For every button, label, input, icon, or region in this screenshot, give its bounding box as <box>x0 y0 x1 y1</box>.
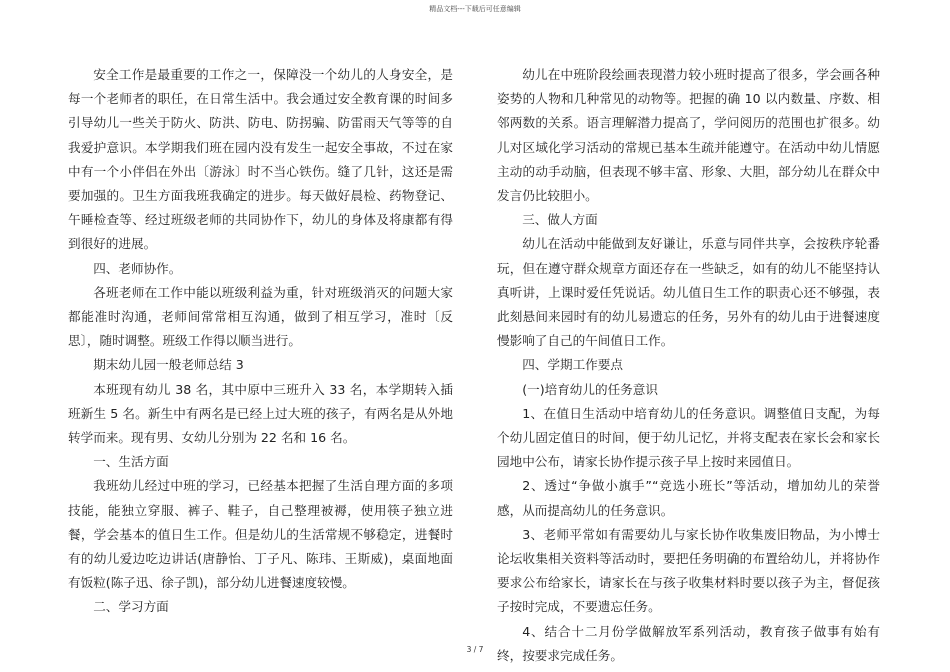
section-heading: 一、生活方面 <box>93 454 169 470</box>
page-number: 3 / 7 <box>466 645 484 654</box>
page-header: 精品文档---下载后可任意编辑 <box>429 5 521 13</box>
section-heading: 四、老师协作。 <box>93 260 182 276</box>
list-item: 3、老师平常如有需要幼儿与家长协作收集废旧物品，为小博士论坛收集相关资料等活动时，要把任务明确的布置给幼儿，并将协作要求公布给家长，请家长在与孩子收集材料时要以孩子为主，督促孩子按时完成，不要遗忘任务。 <box>497 526 880 615</box>
paragraph: 安全工作是最重要的工作之一，保障没一个幼儿的人身安全，是每一个老师者的职任，在日常生活中。我会通过安全教育课的时间多引导幼儿一些关于防火、防洪、防电、防拐骗、防雷雨天气等等的自我爱护意识。本学期我们班在园内没有发生一起安全事故，不过在家中有一个小伴侣在外出〔游泳〕时不当心铁伤。缝了几针，这还是需要加强的。卫生方面我班我确定的进步。每天做好晨检、药物登记、午睡检查等、经过班级老师的共同协作下，幼儿的身体及将康都有得到很好的进展。 <box>68 67 453 252</box>
list-item: 1、在值日生活动中培育幼儿的任务意识。调整值日支配，为每个幼儿固定值日的时间，便于幼儿记忆，并将支配表在家长会和家长园地中公布，请家长协作提示孩子早上按时来园值日。 <box>497 405 880 470</box>
left-column <box>68 63 453 620</box>
section-heading: 四、学期工作要点 <box>522 357 623 373</box>
right-column <box>497 63 880 668</box>
paragraph: 本班现有幼儿 38 名，其中原中三班升入 33 名，本学期转入插班新生 5 名。新生中有两名是已经上过大班的孩子，有两名是从外地转学而来。现有男、女幼儿分别为 22 名和 16 名。 <box>68 381 453 446</box>
list-item: 4、结合十二月份学做解放军系列活动，教育孩子做事有始有终，按要求完成任务。 <box>497 623 880 663</box>
section-title: 期末幼儿园一般老师总结 3 <box>93 357 244 373</box>
sub-heading: (一)培育幼儿的任务意识 <box>522 381 658 397</box>
paragraph: 各班老师在工作中能以班级利益为重，针对班级消灭的问题大家都能准时沟通，老师间常常相互沟通，做到了相互学习，准时〔反思〕，随时调整。班级工作得以顺当进行。 <box>68 284 453 349</box>
section-heading: 二、学习方面 <box>93 599 169 615</box>
paragraph: 幼儿在活动中能做到友好谦让，乐意与同伴共享，会按秩序轮番玩，但在遵守群众规章方面还存在一些缺乏，如有的幼儿不能坚持认真听讲，上课时爱任凭说话。幼儿值日生工作的职责心还不够强，表此刻悬间来园时有的幼儿易遗忘的任务，另外有的幼儿由于进餐速度慢影响了自己的午间值日工作。 <box>497 236 880 349</box>
paragraph: 我班幼儿经过中班的学习，已经基本把握了生活自理方面的多项技能，能独立穿服、裤子、鞋子，自己整理被褥，使用筷子独立进餐，学会基本的值日生工作。但是幼儿的生活常规不够稳定，进餐时有的幼儿爱边吃边讲话(唐静怡、丁子凡、陈玮、王斯威)，桌面地面有饭粒(陈子迅、徐子凯)，部分幼儿进餐速度较慢。 <box>68 478 453 591</box>
list-item: 2、透过“争做小旗手”“竞选小班长”等活动，增加幼儿的荣誉感，从而提高幼儿的任务意识。 <box>497 478 880 518</box>
paragraph: 幼儿在中班阶段绘画表现潜力较小班时提高了很多，学会画各种姿势的人物和几种常见的动物等。把握的确 10 以内数量、序数、相邻两数的关系。语言理解潜力提高了，学问阅历的范围也扩很多。幼儿对区域化学习活动的常规已基本生疏并能遵守。在活动中幼儿情愿主动的动手动脑，但表现不够丰富、形象、大胆，部分幼儿在群众中发言仍比较胆小。 <box>497 67 880 204</box>
section-heading: 三、做人方面 <box>522 212 598 228</box>
